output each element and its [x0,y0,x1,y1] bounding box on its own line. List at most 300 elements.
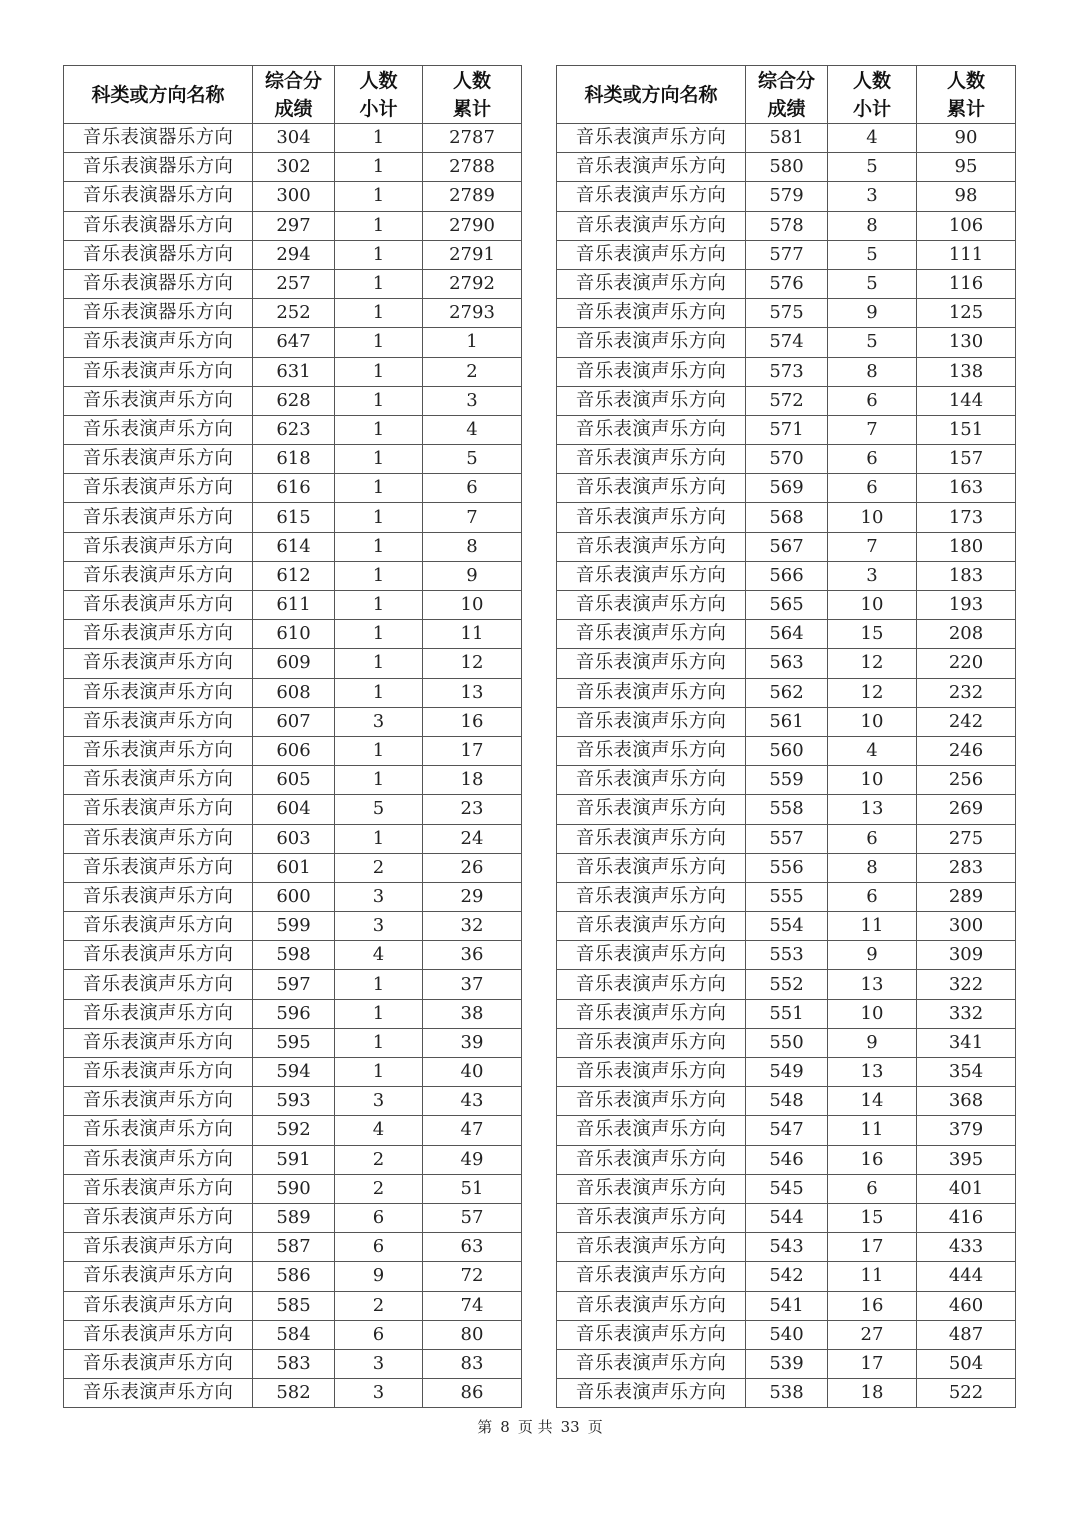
cell-name: 音乐表演声乐方向 [64,1174,253,1203]
cell-score: 585 [253,1291,335,1320]
cell-count: 6 [828,474,917,503]
cell-cumulative: 232 [917,678,1016,707]
cell-cumulative: 180 [917,532,1016,561]
table-row [64,678,522,707]
table-row [64,474,522,503]
table-row [64,153,522,182]
cell-count: 3 [828,561,917,590]
cell-score: 614 [253,532,335,561]
cell-score: 603 [253,824,335,853]
table-row [64,1087,522,1116]
cell-cumulative: 5 [423,445,522,474]
table-row [557,736,1016,765]
table-row [64,795,522,824]
cell-cumulative: 125 [917,299,1016,328]
cell-cumulative: 2788 [423,153,522,182]
cell-count: 9 [828,941,917,970]
cell-score: 304 [253,124,335,153]
cell-cumulative: 4 [423,415,522,444]
cell-name: 音乐表演声乐方向 [557,1174,746,1203]
cell-count: 1 [335,415,423,444]
cell-score: 575 [746,299,828,328]
table-row [64,1203,522,1232]
table-row [64,1058,522,1087]
cell-name: 音乐表演声乐方向 [64,620,253,649]
table-row [64,211,522,240]
cell-score: 577 [746,240,828,269]
cell-score: 556 [746,853,828,882]
cell-cumulative: 2792 [423,269,522,298]
cell-count: 12 [828,678,917,707]
cell-name: 音乐表演声乐方向 [64,1116,253,1145]
cell-score: 545 [746,1174,828,1203]
cell-count: 11 [828,912,917,941]
cell-score: 540 [746,1320,828,1349]
table-row [64,882,522,911]
cell-count: 16 [828,1291,917,1320]
cell-count: 1 [335,678,423,707]
cell-name: 音乐表演声乐方向 [557,445,746,474]
cell-name: 音乐表演声乐方向 [64,474,253,503]
cell-name: 音乐表演声乐方向 [557,591,746,620]
cell-cumulative: 2787 [423,124,522,153]
cell-score: 294 [253,240,335,269]
cell-cumulative: 289 [917,882,1016,911]
table-row [557,474,1016,503]
cell-score: 581 [746,124,828,153]
cell-count: 9 [335,1262,423,1291]
cell-count: 5 [828,240,917,269]
cell-count: 6 [335,1203,423,1232]
cell-score: 551 [746,999,828,1028]
cell-count: 1 [335,124,423,153]
cell-name: 音乐表演声乐方向 [64,532,253,561]
cell-score: 570 [746,445,828,474]
table-row [557,1116,1016,1145]
table-row [64,824,522,853]
table-row [64,853,522,882]
cell-score: 599 [253,912,335,941]
cell-score: 568 [746,503,828,532]
cell-score: 615 [253,503,335,532]
table-row [557,182,1016,211]
cell-name: 音乐表演声乐方向 [557,240,746,269]
cell-name: 音乐表演声乐方向 [557,124,746,153]
cell-cumulative: 460 [917,1291,1016,1320]
cell-name: 音乐表演声乐方向 [557,736,746,765]
table-row [557,1145,1016,1174]
table-row [557,445,1016,474]
cell-count: 3 [335,912,423,941]
cell-count: 1 [335,736,423,765]
cell-cumulative: 29 [423,882,522,911]
cell-count: 4 [335,1116,423,1145]
cell-name: 音乐表演器乐方向 [64,269,253,298]
cell-score: 589 [253,1203,335,1232]
cell-name: 音乐表演声乐方向 [557,561,746,590]
cell-cumulative: 90 [917,124,1016,153]
cell-name: 音乐表演声乐方向 [557,766,746,795]
cell-score: 569 [746,474,828,503]
cell-cumulative: 40 [423,1058,522,1087]
table-row [557,357,1016,386]
cell-cumulative: 17 [423,736,522,765]
cell-count: 6 [828,386,917,415]
cell-cumulative: 322 [917,970,1016,999]
cell-score: 623 [253,415,335,444]
cell-cumulative: 130 [917,328,1016,357]
table-row [557,620,1016,649]
cell-cumulative: 242 [917,707,1016,736]
cell-cumulative: 401 [917,1174,1016,1203]
cell-score: 257 [253,269,335,298]
cell-cumulative: 173 [917,503,1016,532]
cell-count: 6 [828,445,917,474]
cell-cumulative: 379 [917,1116,1016,1145]
cell-name: 音乐表演声乐方向 [64,941,253,970]
cell-name: 音乐表演声乐方向 [557,211,746,240]
cell-name: 音乐表演声乐方向 [557,707,746,736]
cell-count: 14 [828,1087,917,1116]
cell-count: 4 [335,941,423,970]
cell-count: 3 [335,1379,423,1408]
table-row [64,649,522,678]
score-table-left [63,65,522,1408]
table-row [64,503,522,532]
cell-name: 音乐表演声乐方向 [557,1087,746,1116]
table-row [64,999,522,1028]
cell-name: 音乐表演器乐方向 [64,211,253,240]
cell-count: 15 [828,620,917,649]
cell-name: 音乐表演声乐方向 [64,766,253,795]
cell-score: 554 [746,912,828,941]
cell-name: 音乐表演声乐方向 [64,912,253,941]
cell-score: 601 [253,853,335,882]
cell-name: 音乐表演声乐方向 [64,882,253,911]
cell-name: 音乐表演声乐方向 [557,678,746,707]
cell-cumulative: 95 [917,153,1016,182]
table-row [557,970,1016,999]
cell-cumulative: 38 [423,999,522,1028]
cell-cumulative: 74 [423,1291,522,1320]
cell-name: 音乐表演声乐方向 [557,503,746,532]
table-row [64,532,522,561]
cell-name: 音乐表演声乐方向 [557,1262,746,1291]
table-row [64,707,522,736]
cell-cumulative: 2789 [423,182,522,211]
cell-score: 560 [746,736,828,765]
table-row [64,1349,522,1378]
cell-score: 618 [253,445,335,474]
cell-cumulative: 8 [423,532,522,561]
cell-name: 音乐表演器乐方向 [64,153,253,182]
cell-name: 音乐表演声乐方向 [557,1291,746,1320]
cell-count: 1 [335,766,423,795]
footer-middle: 页 共 [517,1418,553,1436]
header-name: 科类或方向名称 [64,66,253,124]
cell-name: 音乐表演声乐方向 [64,1233,253,1262]
cell-name: 音乐表演声乐方向 [557,649,746,678]
cell-score: 596 [253,999,335,1028]
cell-count: 1 [335,532,423,561]
table-row [64,561,522,590]
cell-score: 566 [746,561,828,590]
cell-cumulative: 106 [917,211,1016,240]
table-row [557,795,1016,824]
cell-count: 2 [335,853,423,882]
cell-count: 10 [828,766,917,795]
table-row [557,912,1016,941]
cell-name: 音乐表演声乐方向 [557,882,746,911]
cell-score: 558 [746,795,828,824]
cell-name: 音乐表演声乐方向 [557,1145,746,1174]
cell-score: 538 [746,1379,828,1408]
cell-cumulative: 18 [423,766,522,795]
cell-name: 音乐表演声乐方向 [64,1320,253,1349]
cell-name: 音乐表演声乐方向 [557,941,746,970]
cell-name: 音乐表演声乐方向 [64,1379,253,1408]
cell-count: 5 [828,153,917,182]
page-footer [0,1416,1080,1437]
cell-count: 1 [335,503,423,532]
header-name: 科类或方向名称 [557,66,746,124]
cell-count: 13 [828,1058,917,1087]
cell-count: 13 [828,795,917,824]
footer-suffix: 页 [587,1418,603,1436]
table-row [557,678,1016,707]
table-row [557,1262,1016,1291]
cell-cumulative: 522 [917,1379,1016,1408]
cell-name: 音乐表演声乐方向 [557,620,746,649]
table-row [557,386,1016,415]
table-row [64,591,522,620]
cell-cumulative: 47 [423,1116,522,1145]
cell-score: 616 [253,474,335,503]
cell-cumulative: 2791 [423,240,522,269]
cell-count: 1 [335,561,423,590]
cell-name: 音乐表演声乐方向 [557,1116,746,1145]
cell-score: 587 [253,1233,335,1262]
table-row [557,853,1016,882]
cell-count: 1 [335,620,423,649]
cell-cumulative: 6 [423,474,522,503]
cell-score: 557 [746,824,828,853]
cell-cumulative: 12 [423,649,522,678]
cell-count: 10 [828,999,917,1028]
cell-cumulative: 72 [423,1262,522,1291]
cell-cumulative: 416 [917,1203,1016,1232]
cell-name: 音乐表演声乐方向 [557,415,746,444]
cell-count: 17 [828,1349,917,1378]
cell-name: 音乐表演声乐方向 [557,853,746,882]
cell-name: 音乐表演声乐方向 [64,503,253,532]
cell-score: 608 [253,678,335,707]
cell-cumulative: 43 [423,1087,522,1116]
cell-cumulative: 11 [423,620,522,649]
cell-cumulative: 283 [917,853,1016,882]
cell-cumulative: 16 [423,707,522,736]
cell-score: 563 [746,649,828,678]
cell-cumulative: 1 [423,328,522,357]
table-row [64,1174,522,1203]
cell-count: 27 [828,1320,917,1349]
cell-name: 音乐表演声乐方向 [557,795,746,824]
table-row [557,1349,1016,1378]
cell-name: 音乐表演声乐方向 [64,1058,253,1087]
table-row [64,620,522,649]
cell-count: 18 [828,1379,917,1408]
cell-name: 音乐表演声乐方向 [64,1145,253,1174]
cell-name: 音乐表演声乐方向 [64,386,253,415]
table-row [64,970,522,999]
table-row [557,1379,1016,1408]
cell-score: 598 [253,941,335,970]
cell-score: 565 [746,591,828,620]
table-row [64,1145,522,1174]
table-row [557,766,1016,795]
table-row [64,328,522,357]
cell-score: 584 [253,1320,335,1349]
cell-cumulative: 39 [423,1028,522,1057]
cell-count: 1 [335,328,423,357]
cell-score: 572 [746,386,828,415]
cell-name: 音乐表演声乐方向 [557,1058,746,1087]
table-row [557,941,1016,970]
cell-name: 音乐表演声乐方向 [557,153,746,182]
cell-count: 3 [335,882,423,911]
cell-count: 2 [335,1291,423,1320]
cell-score: 562 [746,678,828,707]
table-row [557,591,1016,620]
cell-count: 8 [828,357,917,386]
cell-score: 595 [253,1028,335,1057]
cell-cumulative: 57 [423,1203,522,1232]
cell-count: 3 [335,1349,423,1378]
cell-count: 1 [335,357,423,386]
cell-name: 音乐表演声乐方向 [64,1291,253,1320]
cell-score: 609 [253,649,335,678]
cell-score: 552 [746,970,828,999]
cell-name: 音乐表演声乐方向 [64,795,253,824]
cell-score: 631 [253,357,335,386]
cell-score: 612 [253,561,335,590]
cell-name: 音乐表演声乐方向 [557,1349,746,1378]
table-row [64,1028,522,1057]
table-row [64,1379,522,1408]
cell-count: 3 [828,182,917,211]
cell-cumulative: 354 [917,1058,1016,1087]
table-row [557,415,1016,444]
cell-cumulative: 269 [917,795,1016,824]
cell-cumulative: 220 [917,649,1016,678]
cell-score: 252 [253,299,335,328]
table-row [557,649,1016,678]
cell-name: 音乐表演声乐方向 [557,269,746,298]
cell-count: 1 [335,386,423,415]
cell-count: 13 [828,970,917,999]
cell-name: 音乐表演声乐方向 [64,999,253,1028]
cell-cumulative: 7 [423,503,522,532]
table-row [64,941,522,970]
table-row [64,357,522,386]
header-score: 综合分 成绩 [253,66,335,124]
cell-score: 559 [746,766,828,795]
cell-count: 10 [828,707,917,736]
cell-score: 647 [253,328,335,357]
cell-name: 音乐表演声乐方向 [64,591,253,620]
cell-cumulative: 24 [423,824,522,853]
table-row [64,1262,522,1291]
table-row [557,269,1016,298]
cell-score: 593 [253,1087,335,1116]
cell-count: 5 [335,795,423,824]
cell-cumulative: 151 [917,415,1016,444]
cell-cumulative: 433 [917,1233,1016,1262]
cell-cumulative: 504 [917,1349,1016,1378]
table-row [557,1291,1016,1320]
table-row [557,1028,1016,1057]
cell-name: 音乐表演器乐方向 [64,240,253,269]
cell-score: 300 [253,182,335,211]
cell-cumulative: 138 [917,357,1016,386]
cell-score: 553 [746,941,828,970]
cell-count: 5 [828,269,917,298]
table-header-row [64,66,522,124]
cell-name: 音乐表演声乐方向 [64,853,253,882]
cell-count: 10 [828,591,917,620]
cell-cumulative: 163 [917,474,1016,503]
table-row [64,240,522,269]
cell-count: 1 [335,445,423,474]
cell-score: 579 [746,182,828,211]
cell-score: 541 [746,1291,828,1320]
cell-cumulative: 26 [423,853,522,882]
cell-score: 544 [746,1203,828,1232]
cell-name: 音乐表演声乐方向 [557,474,746,503]
cell-name: 音乐表演声乐方向 [64,328,253,357]
cell-score: 611 [253,591,335,620]
header-count: 人数 小计 [335,66,423,124]
table-row [557,532,1016,561]
cell-name: 音乐表演声乐方向 [557,1320,746,1349]
cell-cumulative: 2 [423,357,522,386]
cell-score: 628 [253,386,335,415]
cell-score: 302 [253,153,335,182]
cell-score: 573 [746,357,828,386]
cell-score: 555 [746,882,828,911]
table-row [557,1174,1016,1203]
cell-count: 1 [335,591,423,620]
cell-cumulative: 487 [917,1320,1016,1349]
table-row [557,153,1016,182]
cell-score: 539 [746,1349,828,1378]
cell-name: 音乐表演器乐方向 [64,299,253,328]
table-row [557,328,1016,357]
cell-count: 1 [335,269,423,298]
table-row [557,1087,1016,1116]
header-cumulative: 人数 累计 [917,66,1016,124]
cell-cumulative: 86 [423,1379,522,1408]
table-row [557,707,1016,736]
cell-count: 1 [335,824,423,853]
cell-cumulative: 144 [917,386,1016,415]
total-pages: 33 [560,1418,580,1436]
cell-score: 567 [746,532,828,561]
cell-count: 2 [335,1145,423,1174]
cell-name: 音乐表演声乐方向 [64,445,253,474]
cell-cumulative: 157 [917,445,1016,474]
cell-count: 9 [828,299,917,328]
